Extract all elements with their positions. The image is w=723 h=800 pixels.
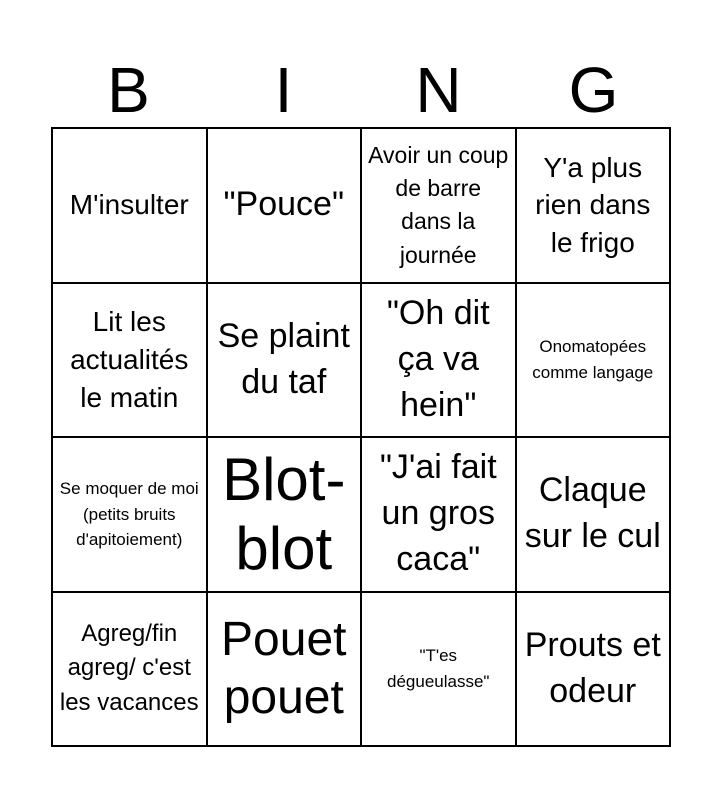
- header-letter-b: B: [107, 54, 150, 126]
- bingo-cell[interactable]: Se moquer de moi (petits bruits d'apitoiement): [52, 437, 207, 592]
- bingo-cell[interactable]: M'insulter: [52, 128, 207, 283]
- bingo-cell[interactable]: Agreg/fin agreg/ c'est les vacances: [52, 592, 207, 747]
- header-letter-g: G: [568, 54, 619, 126]
- bingo-cell[interactable]: Claque sur le cul: [516, 437, 671, 592]
- bingo-cell[interactable]: "Oh dit ça va hein": [361, 283, 516, 438]
- bingo-cell[interactable]: Pouet pouet: [207, 592, 362, 747]
- bingo-cell[interactable]: Avoir un coup de barre dans la journée: [361, 128, 516, 283]
- bingo-cell[interactable]: Se plaint du taf: [207, 283, 362, 438]
- bingo-cell[interactable]: Y'a plus rien dans le frigo: [516, 128, 671, 283]
- bingo-card: [51, 127, 671, 747]
- bingo-cell[interactable]: Prouts et odeur: [516, 592, 671, 747]
- bingo-cell[interactable]: Onomatopées comme langage: [516, 283, 671, 438]
- bingo-cell[interactable]: Lit les actualités le matin: [52, 283, 207, 438]
- bingo-cell[interactable]: "T'es dégueulasse": [361, 592, 516, 747]
- bingo-cell[interactable]: "Pouce": [207, 128, 362, 283]
- bingo-cell[interactable]: "J'ai fait un gros caca": [361, 437, 516, 592]
- bingo-header: [51, 52, 671, 128]
- header-letter-i: I: [274, 54, 293, 126]
- bingo-cell[interactable]: Blot-blot: [207, 437, 362, 592]
- header-letter-n: N: [415, 54, 462, 126]
